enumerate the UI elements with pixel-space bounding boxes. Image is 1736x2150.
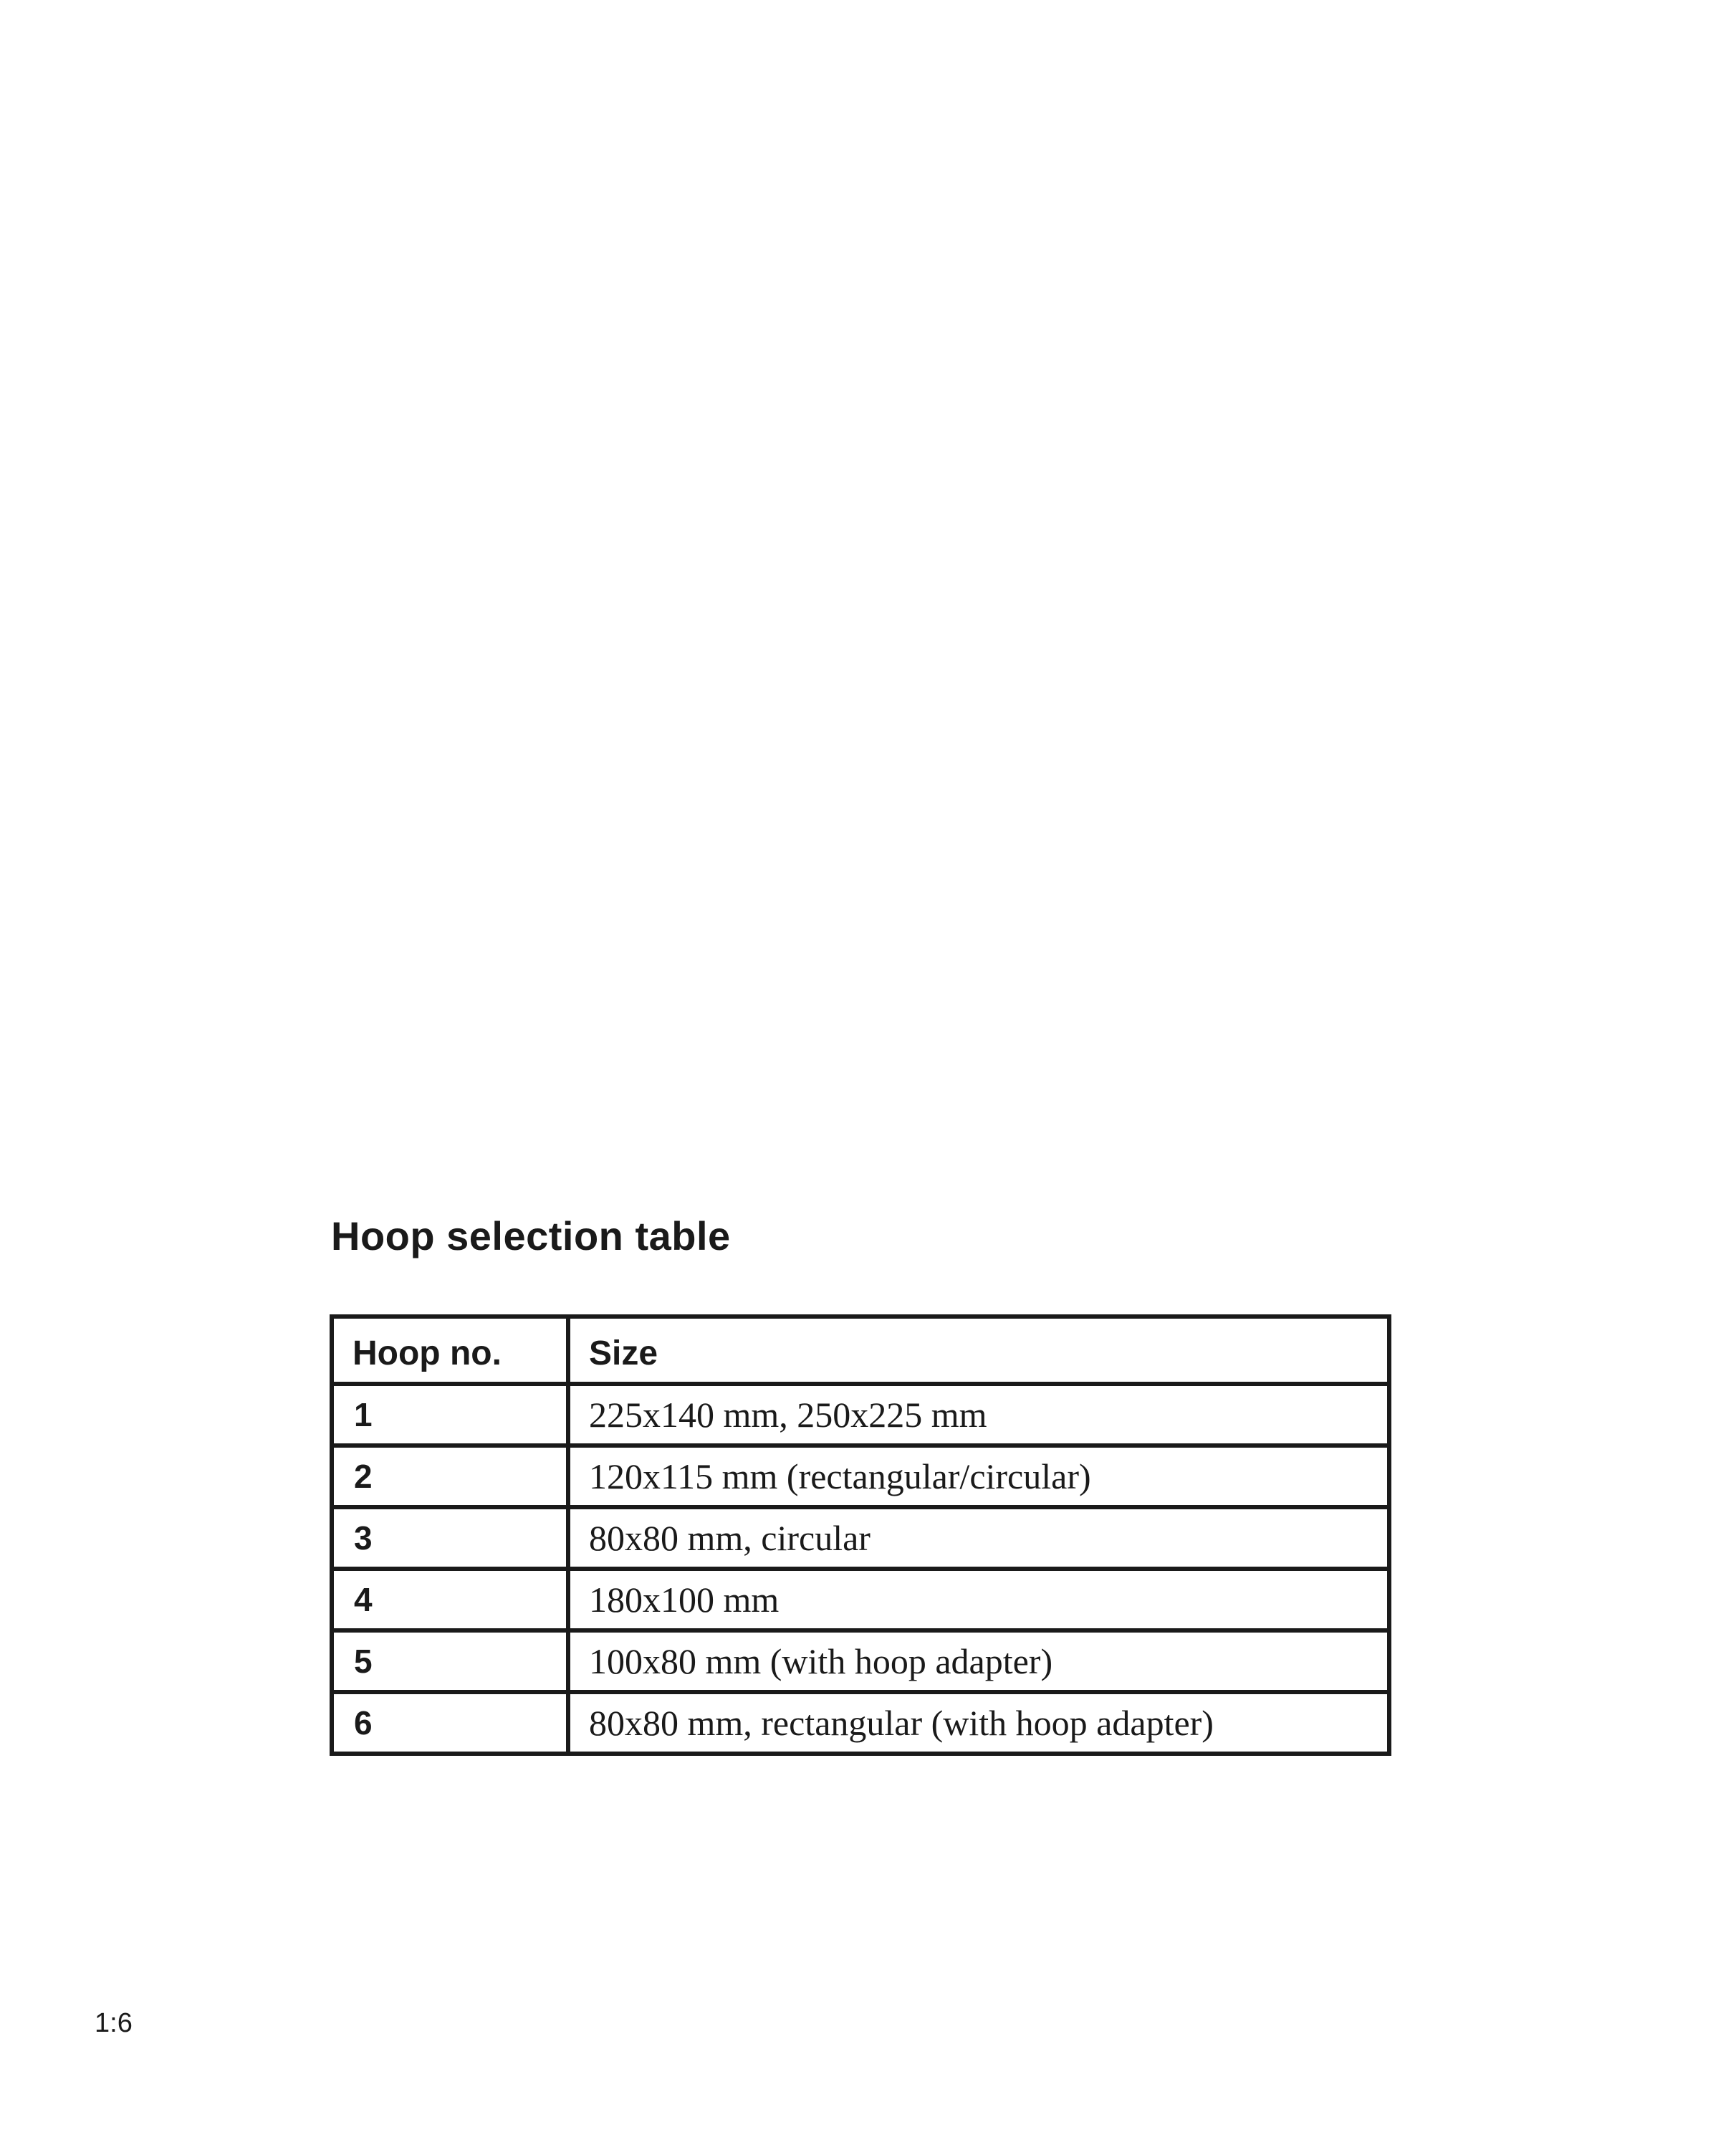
table-header-row — [332, 1317, 1389, 1384]
hoop-size-cell: 225x140 mm, 250x225 mm — [568, 1384, 1389, 1446]
table-row — [332, 1446, 1389, 1507]
hoop-selection-table — [330, 1314, 1391, 1756]
hoop-number-cell: 1 — [332, 1384, 568, 1446]
column-header-size: Size — [568, 1317, 1389, 1384]
table-row — [332, 1630, 1389, 1692]
hoop-number-cell: 3 — [332, 1507, 568, 1569]
hoop-size-cell: 80x80 mm, rectangular (with hoop adapter) — [568, 1692, 1389, 1754]
section-heading: Hoop selection table — [331, 1213, 731, 1258]
column-header-hoop-no: Hoop no. — [332, 1317, 568, 1384]
hoop-number-cell: 6 — [332, 1692, 568, 1754]
table-row — [332, 1569, 1389, 1630]
hoop-number-cell: 5 — [332, 1630, 568, 1692]
hoop-size-cell: 100x80 mm (with hoop adapter) — [568, 1630, 1389, 1692]
page-number: 1:6 — [95, 2008, 133, 2038]
hoop-number-cell: 2 — [332, 1446, 568, 1507]
hoop-size-cell: 80x80 mm, circular — [568, 1507, 1389, 1569]
table-row — [332, 1692, 1389, 1754]
hoop-size-cell: 180x100 mm — [568, 1569, 1389, 1630]
table-row — [332, 1384, 1389, 1446]
table-row — [332, 1507, 1389, 1569]
hoop-size-cell: 120x115 mm (rectangular/circular) — [568, 1446, 1389, 1507]
hoop-number-cell: 4 — [332, 1569, 568, 1630]
